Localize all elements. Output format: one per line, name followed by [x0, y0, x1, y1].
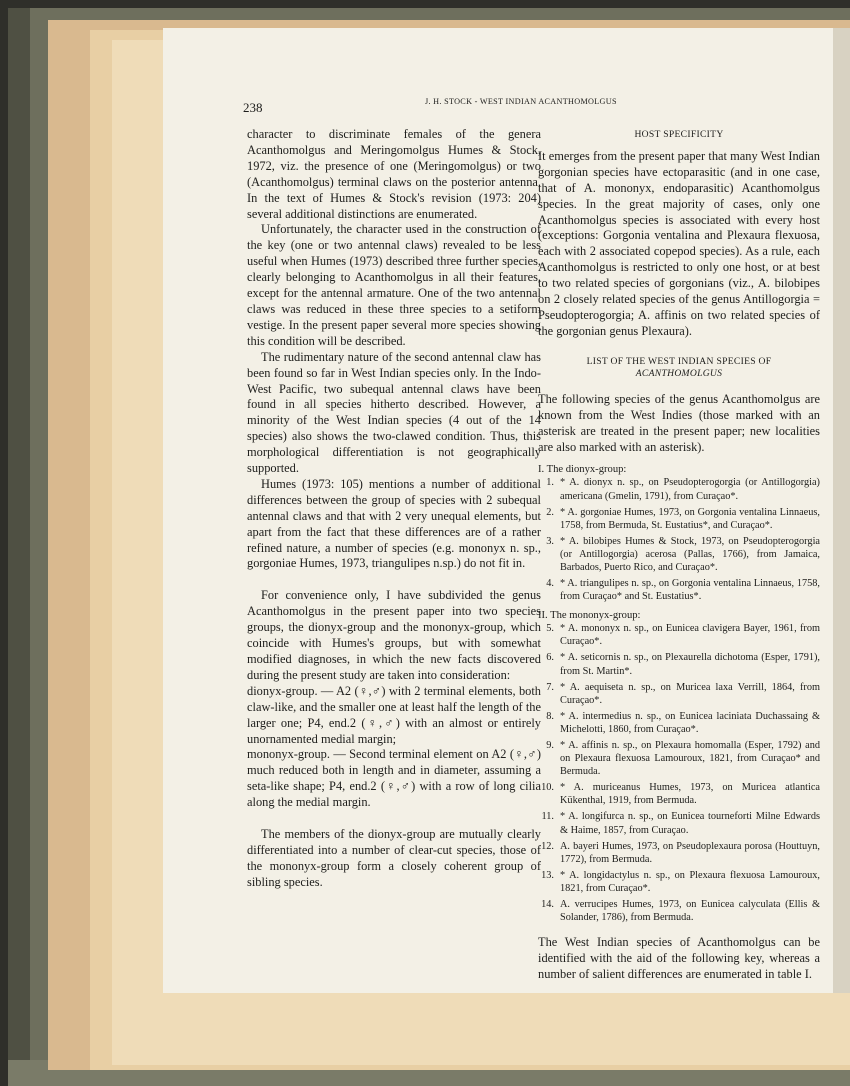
species-list-item — [538, 739, 820, 778]
paragraph: Unfortunately, the character used in the construction of the key (one or two antennal claws) revealed to be less useful when Humes (1973) described three further species, clearly belonging to Acanthomolgus in all their features, except for the antennal armature. One of the two antennal claws was reduced in these three species to a setiform vestige. In the present paper several more species showing this condition will be described. — [247, 222, 541, 348]
species-list-mononyx — [538, 622, 820, 924]
list-item-text: A. bayeri Humes, 1973, on Pseudoplexaura porosa (Houttuyn, 1772), from Bermuda. — [560, 840, 820, 865]
list-item-text: * A. muriceanus Humes, 1973, on Muricea atlantica Kükenthal, 1919, from Bermuda. — [560, 782, 820, 807]
list-item-text: * A. dionyx n. sp., on Pseudopterogorgia (or Antillogorgia) americana (Gmelin, 1791), from Curaçao*. — [560, 477, 820, 502]
species-list-item — [538, 840, 820, 866]
list-item-number: 14. — [541, 899, 554, 911]
list-item-text: * A. aequiseta n. sp., on Muricea laxa Verrill, 1864, from Curaçao*. — [560, 681, 820, 706]
list-item-text: * A. seticornis n. sp., on Plexaurella dichotoma (Esper, 1791), from St. Martin*. — [560, 652, 820, 677]
list-item-number: 8. — [546, 710, 554, 722]
list-item-number: 11. — [541, 811, 554, 823]
binder-spine — [8, 8, 30, 1086]
list-item-number: 5. — [546, 623, 554, 635]
species-list-item — [538, 810, 820, 836]
section-heading-species-list-genus: ACANTHOMOLGUS — [635, 367, 723, 379]
page-number: 238 — [243, 100, 263, 115]
species-list-dionyx — [538, 476, 820, 603]
list-item-number: 13. — [541, 869, 554, 881]
list-item-number: 10. — [541, 782, 554, 794]
mononyx-group-definition: mononyx-group. — Second terminal element on A2 (♀,♂) much reduced both in length and in diameter, assuming a seta-like shape; P4, end.2 (♀,♂) with a row of long cilia along the medial margin. — [247, 747, 541, 810]
running-head: J. H. STOCK - WEST INDIAN ACANTHOMOLGUS — [425, 97, 617, 106]
dionyx-group-definition: dionyx-group. — A2 (♀,♂) with 2 terminal elements, both claw-like, and the smaller one at least half the length of the larger one; P4, end.2 (♀,♂) with an almost or entirely unornamented medial margin; — [247, 683, 541, 746]
list-item-text: * A. mononyx n. sp., on Eunicea clavigera Bayer, 1961, from Curaçao*. — [560, 623, 820, 648]
list-item-number: 4. — [546, 578, 554, 590]
list-item-number: 2. — [546, 506, 554, 518]
right-column — [538, 127, 820, 983]
species-list-item — [538, 710, 820, 736]
paragraph: For convenience only, I have subdivided the genus Acanthomolgus in the present paper into two species groups, the dionyx-group and the mononyx-group, which coincide with Humes's groups, but with somewhat modified diagnoses, in which the new facts discovered during the present study are taken into consideration: — [247, 588, 541, 682]
paragraph: It emerges from the present paper that many West Indian gorgonian species have ectoparasitic (and in one case, that of A. mononyx, endoparasitic) Acanthomolgus species. In the great majority of cases, only one Acanthomolgus species is associated with every host (exceptions: Gorgonia ventalina and Plexaura flexuosa, each with 2 associated copepod species). As a rule, each Acanthomolgus is restricted to only one host, or at best to two related species of gorgonians (viz., A. bilobipes on 2 closely related species of the genus Antillogorgia = Pseudopterogorgia; A. affinis on two related species of the gorgonian genus Plexaura). — [538, 148, 820, 338]
list-item-text: * A. longifurca n. sp., on Eunicea tourneforti Milne Edwards & Haime, 1857, from Curaçao. — [560, 811, 820, 836]
list-item-number: 12. — [541, 840, 554, 852]
journal-page — [163, 28, 833, 993]
list-item-text: * A. gorgoniae Humes, 1973, on Gorgonia ventalina Linnaeus, 1758, from Bermuda, St. Eustatius*, and Curaçao*. — [560, 506, 820, 531]
paragraph: The members of the dionyx-group are mutually clearly differentiated into a number of clear-cut species, those of the mononyx-group form a closely coherent group of sibling species. — [247, 827, 541, 889]
paragraph: The following species of the genus Acanthomolgus are known from the West Indies (those marked with an asterisk are treated in the present paper; new localities are also marked with an asterisk). — [538, 391, 820, 454]
section-heading-species-list: LIST OF THE WEST INDIAN SPECIES OF — [586, 355, 772, 367]
group-heading-mononyx: II. The mononyx-group: — [538, 610, 641, 622]
species-list-item — [538, 869, 820, 895]
species-list-item — [538, 651, 820, 677]
paragraph: The rudimentary nature of the second antennal claw has been found so far in West Indian species only. In the Indo-West Pacific, two subequal antennal claws have been found in all species hitherto described. However, a minority of the West Indian species (4 out of the 14 species) also shows the two-clawed condition. Thus, this morphological differentiation is not geographically supported. — [247, 349, 541, 476]
list-item-number: 7. — [546, 681, 554, 693]
paragraph: character to discriminate females of the genera Acanthomolgus and Meringomolgus Humes & Stock, 1972, viz. the presence of one (Meringomolgus) or two (Acanthomolgus) terminal claws on the posterior antenna. In the text of Humes & Stock's revision (1973: 204) several additional distinctions are enumerated. — [247, 127, 541, 221]
paragraph: Humes (1973: 105) mentions a number of additional differences between the group of species with 2 subequal antennal claws and that with 2 very unequal elements, but apart from the fact that these differences are of a rather refined nature, a number of species (e.g. mononyx n. sp., gorgoniae Humes, 1973, triangulipes n.sp.) do not fit in. — [247, 476, 541, 571]
species-list-item — [538, 506, 820, 532]
species-list-item — [538, 898, 820, 924]
paragraph: The West Indian species of Acanthomolgus can be identified with the aid of the following key, whereas a number of salient differences are enumerated in table I. — [538, 935, 820, 982]
list-item-text: * A. intermedius n. sp., on Eunicea laciniata Duchassaing & Michelotti, 1860, from Curaçao*. — [560, 710, 820, 735]
list-item-text: * A. triangulipes n. sp., on Gorgonia ventalina Linnaeus, 1758, from Curaçao* and St. Eustatius*. — [560, 578, 820, 603]
species-list-item — [538, 577, 820, 603]
section-heading-host-specificity: HOST SPECIFICITY — [634, 129, 724, 140]
list-item-number: 9. — [546, 740, 554, 751]
group-heading-dionyx: I. The dionyx-group: — [538, 464, 627, 476]
list-item-text: A. verrucipes Humes, 1973, on Eunicea calyculata (Ellis & Solander, 1786), from Bermuda. — [560, 899, 820, 924]
list-item-number: 1. — [546, 477, 554, 489]
list-item-text: * A. affinis n. sp., on Plexaura homomalla (Esper, 1792) and on Plexaura flexuosa Lamouroux, 1821, from Curaçao* and Bermuda. — [560, 740, 820, 778]
list-item-number: 6. — [546, 652, 554, 664]
species-list-item — [538, 476, 820, 502]
list-item-text: * A. longidactylus n. sp., on Plexaura flexuosa Lamouroux, 1821, from Curaçao*. — [560, 869, 820, 894]
list-item-number: 3. — [546, 535, 554, 547]
page-edge — [833, 28, 850, 993]
left-column — [247, 127, 541, 891]
species-list-item — [538, 781, 820, 807]
species-list-item — [538, 535, 820, 574]
species-list-item — [538, 681, 820, 707]
list-item-text: * A. bilobipes Humes & Stock, 1973, on Pseudopterogorgia (or Antillogorgia) acerosa (Pallas, 1766), from Jamaica, Barbados, Puerto Rico, and Curaçao*. — [560, 535, 820, 573]
species-list-item — [538, 622, 820, 648]
